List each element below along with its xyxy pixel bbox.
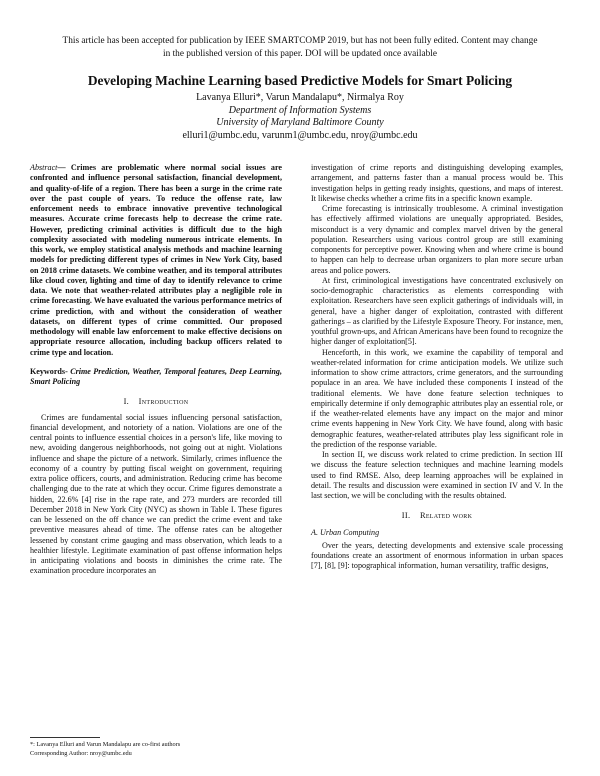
publication-notice: This article has been accepted for publication by IEEE SMARTCOMP 2019, but has not been fully edited. Content may change in the published version of this paper. DOI will be updated once available (62, 36, 538, 59)
author-department: Department of Information Systems (228, 104, 372, 116)
abstract-text: Crimes are problematic where normal social issues are confronted and influence personal satisfaction, financial development, and quality-of-life of a region. There has been a surge in the crime rate over the past couple of years. To reduce the offense rate, law enforcement needs to embrace innovative preventive technological measures. Accurate crime forecasts help to decrease the crime rate. However, predicting criminal activities is difficult due to the high complexity associated with modeling numerous intricate elements. In this work, we employ statistical analysis methods and machine learning models for predicting different types of crimes in New York City, based on 2018 crime datasets. We combine weather, and its temporal attributes like cloud cover, lighting and time of day to identify relevance to crime data. We note that weather-related attributes play a negligible role in crime forecasting. We have evaluated the various performance metrics of crime prediction, with and without the consideration of weather datasets, on different types of crime committed. Our proposed methodology will enable law enforcement to make effective decisions on appropriate resource allocation, including backup officers related to crime type and location. (30, 163, 282, 357)
section-number: I. (123, 397, 130, 407)
abstract-label: Abstract (30, 163, 58, 172)
right-column (311, 163, 563, 572)
subsection-heading: A. Urban Computing (311, 527, 380, 537)
left-column (30, 163, 282, 577)
section-heading-related-work (311, 511, 563, 521)
keywords-label: Keywords- (30, 366, 68, 376)
author-emails: elluri1@umbc.edu, varunm1@umbc.edu, nroy@umbc.edu (182, 129, 418, 141)
paragraph: Henceforth, in this work, we examine the capability of temporal and weather-related information for crime anticipation models. We utilize such information to show crime attractors, crime generators, and the surrounding populace in an area. We have included these components I instead of the traditional elements. We have done feature selection techniques to empirically determine if only demographic attributes play an essential role, or if the weather-related elements have any impact on the major and minor crime events happening in New York City. We have found, along with basic demographic features, weather-related attributes play less significant role in the prediction of the response variable. (311, 347, 563, 449)
section-heading-introduction (30, 397, 282, 407)
section-title: Introduction (138, 397, 189, 407)
footnote-corresponding: Corresponding Author: nroy@umbc.edu (30, 750, 132, 757)
author-names: Lavanya Elluri*, Varun Mandalapu*, Nirmalya Roy (196, 92, 404, 103)
author-block (0, 92, 600, 142)
section-number: II. (401, 511, 411, 521)
paper-title: Developing Machine Learning based Predictive Models for Smart Policing (87, 73, 513, 88)
keywords-text: Crime Prediction, Weather, Temporal features, Deep Learning, Smart Policing (30, 366, 282, 386)
footnote-rule (30, 737, 100, 738)
keywords (30, 367, 282, 388)
paragraph: Crime forecasting is intrinsically troublesome. A criminal investigation has effectively affirmed violations are unequally appropriated. Besides, misconduct is a very dynamic and complex marvel driven by the general population. Researchers using various control group are still examining components for perceptive power. Knowing when and where crime is bound to happen can help to decrease urban organizers to plan more secure urban areas and police powers. (311, 204, 563, 275)
footnote-co-authors: *: Lavanya Elluri and Varun Mandalapu are co-first authors (30, 741, 181, 748)
section-title: Related work (419, 511, 473, 521)
paragraph: In section II, we discuss work related to crime prediction. In section III we discuss the feature selection techniques and machine learning models used to find RMSE. Also, deep learning approaches will be explained in detail. The results and discussion were examined in section IV and V. In the last section, we will be concluding with the results obtained. (311, 450, 563, 500)
paragraph: investigation of crime reports and distinguishing developing examples, arrangement, and patterns faster than a manual process would be. This investigation helps in getting ready insights, questions, and maps of interest. It likewise checks whether a crime fits in a specific known example. (311, 163, 563, 203)
paragraph: At first, criminological investigations have concentrated exclusively on socio-demographic characteristics as elements corresponding with exploitation. Researchers have seen explicit gatherings of individuals will, in general, have a higher danger of exploitation, contrasted with different gatherings – as clarified by the Lifestyle Exposure Theory. For instance, men, youthful grown-ups, and African Americans have been found to recognize the higher danger of exploitation[5]. (311, 275, 563, 347)
footnote (30, 737, 282, 758)
author-university: University of Maryland Baltimore County (216, 117, 384, 129)
abstract (30, 163, 282, 358)
paragraph: Crimes are fundamental social issues influencing personal satisfaction, financial development, and notoriety of a nation. Violations are one of the central points to influence essential choices in a person's life, like moving to new, avoiding dangerous neighborhoods, not going out at night. Violations influence and shape the picture of a network. Similarly, crimes influence the economy of a country by putting fiscal weight on government, requiring extra police officers, courts, and administration. Reducing crime has become challenging due to the rate at which they occur. Crime figures demonstrate a hidden, 22.6% [4] rise in the rape rate, and 273 murders are recorded till December 2018 in New York City (NYC) as shown in Table I. These figures can be lessened on the off chance we can predict the crime event and take preventive measures ahead of time. The offense rates can be altogether lessened by constant crime gauging and mass observation, which leads to a healthier lifestyle. Legitimate examination of past offense information helps in anticipating violations and boosts in diminishes the crime rate. The examination procedure incorporates an (30, 412, 282, 576)
abstract-dash: — (57, 163, 71, 172)
paragraph: Over the years, detecting developments and extensive scale processing foundations create an assortment of enormous information in urban spaces [7], [8], [9]: topographical information, human versatility, traffic designs, (311, 540, 563, 571)
